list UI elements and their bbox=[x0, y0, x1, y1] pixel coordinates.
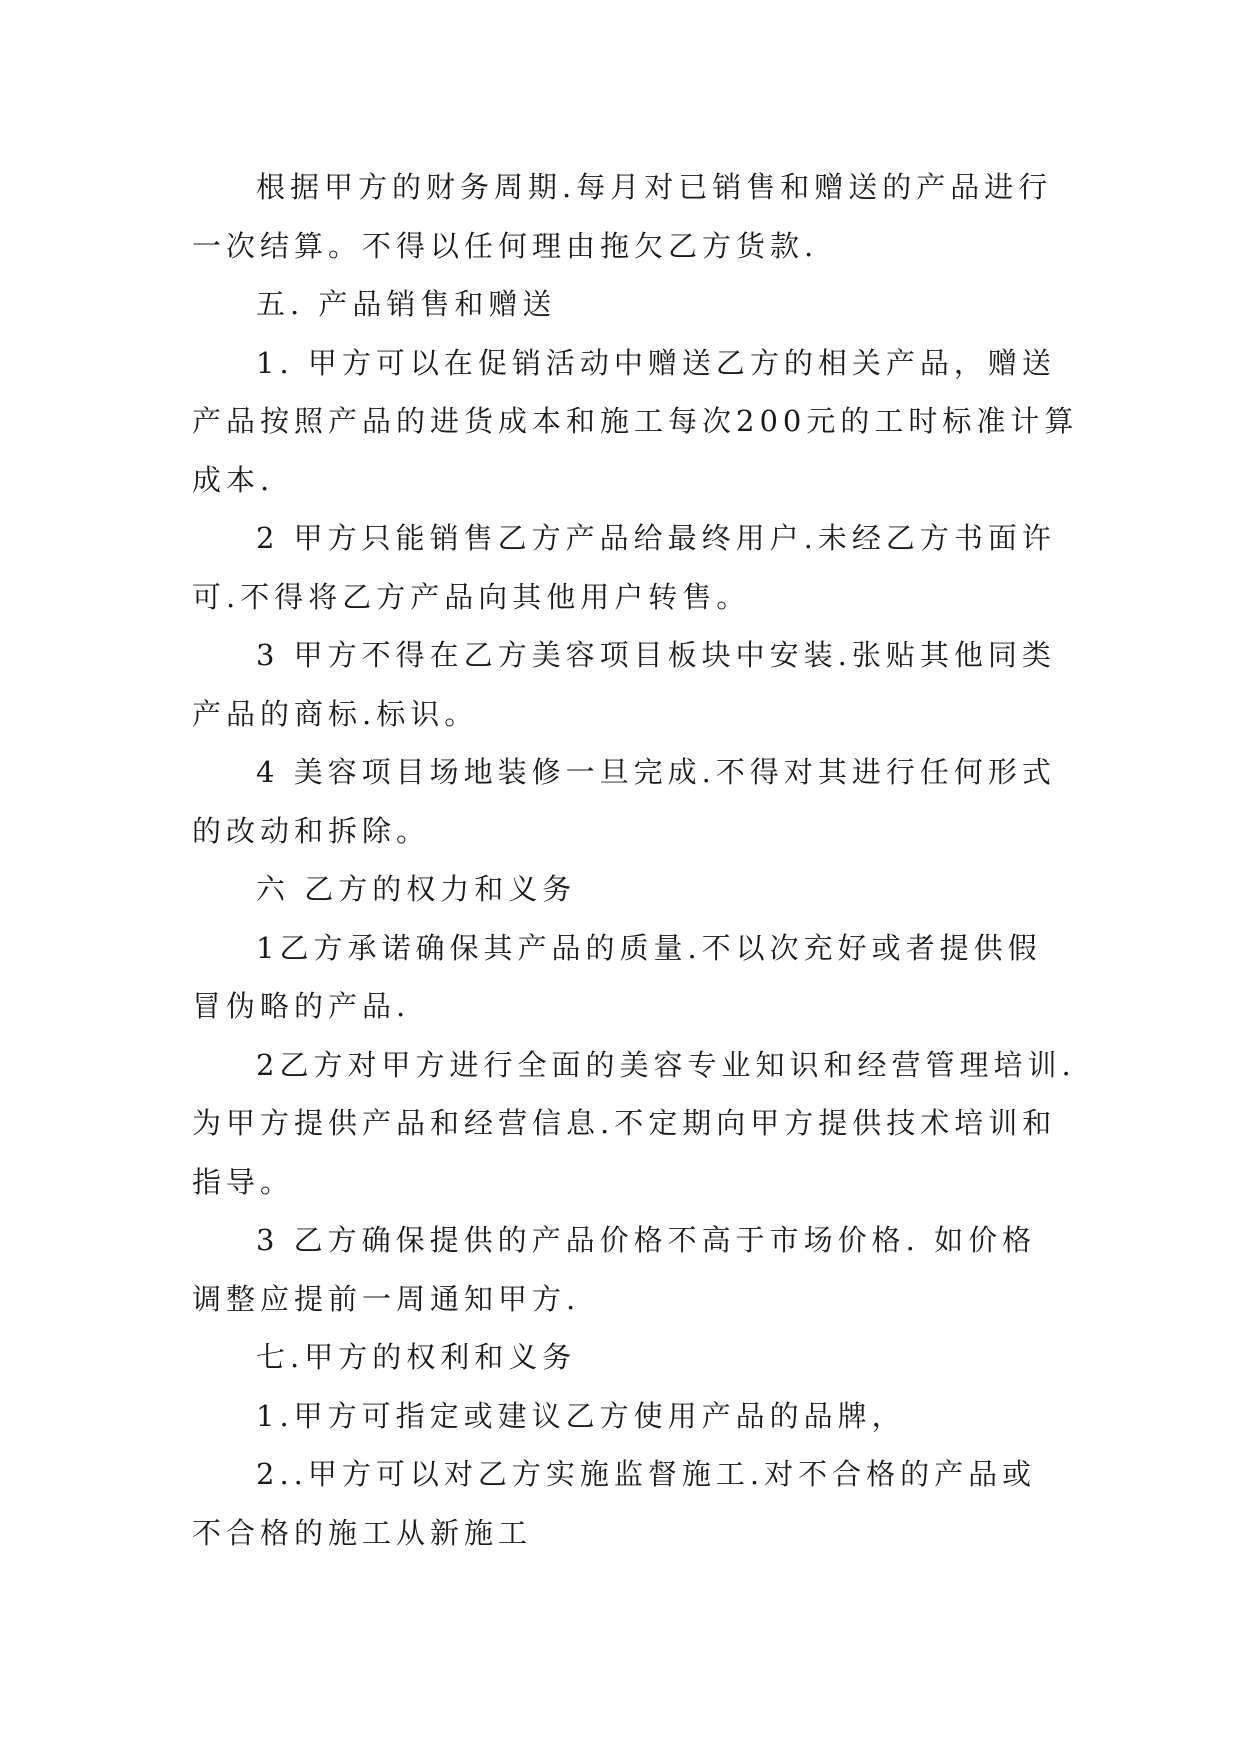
document-body bbox=[192, 158, 1079, 1562]
text-line: 指导。 bbox=[192, 1164, 295, 1199]
text-line: 七.甲方的权利和义务 bbox=[256, 1340, 577, 1374]
text-line: 调整应提前一周通知甲方. bbox=[192, 1281, 581, 1316]
text-line: 五. 产品销售和赠送 bbox=[256, 287, 557, 321]
text-line: 冒伪略的产品. bbox=[192, 989, 411, 1023]
text-line: 产品的商标.标识。 bbox=[192, 696, 479, 731]
text-line: 为甲方提供产品和经营信息.不定期向甲方提供技术培训和 bbox=[192, 1106, 1057, 1140]
text-line: 2..甲方可以对乙方实施监督施工.对不合格的产品或 bbox=[256, 1457, 1037, 1491]
text-line: 2 甲方只能销售乙方产品给最终用户.未经乙方书面许 bbox=[256, 521, 1056, 555]
text-line: 1.甲方可指定或建议乙方使用产品的品牌， bbox=[256, 1398, 906, 1433]
text-line: 2乙方对甲方进行全面的美容专业知识和经营管理培训. bbox=[256, 1047, 1076, 1082]
text-line: 成本. bbox=[192, 462, 275, 497]
text-line: 可.不得将乙方产品向其他用户转售。 bbox=[192, 579, 751, 614]
text-line: 根据甲方的财务周期.每月对已销售和赠送的产品进行 bbox=[256, 170, 1053, 204]
text-line: 3 甲方不得在乙方美容项目板块中安装.张贴其他同类 bbox=[256, 638, 1056, 672]
text-line: 的改动和拆除。 bbox=[192, 813, 431, 848]
text-line: 一次结算。不得以任何理由拖欠乙方货款. bbox=[192, 228, 819, 263]
text-line: 1. 甲方可以在促销活动中赠送乙方的相关产品，赠送 bbox=[256, 345, 1056, 380]
text-line: 4 美容项目场地装修一旦完成.不得对其进行任何形式 bbox=[256, 755, 1056, 789]
text-line: 1乙方承诺确保其产品的质量.不以次充好或者提供假 bbox=[256, 930, 1042, 965]
text-line: 产品按照产品的进货成本和施工每次200元的工时标准计算 bbox=[192, 404, 1079, 438]
text-line: 3 乙方确保提供的产品价格不高于市场价格. 如价格 bbox=[256, 1223, 1037, 1257]
text-line: 六 乙方的权力和义务 bbox=[256, 872, 577, 906]
text-line: 不合格的施工从新施工 bbox=[192, 1515, 533, 1550]
